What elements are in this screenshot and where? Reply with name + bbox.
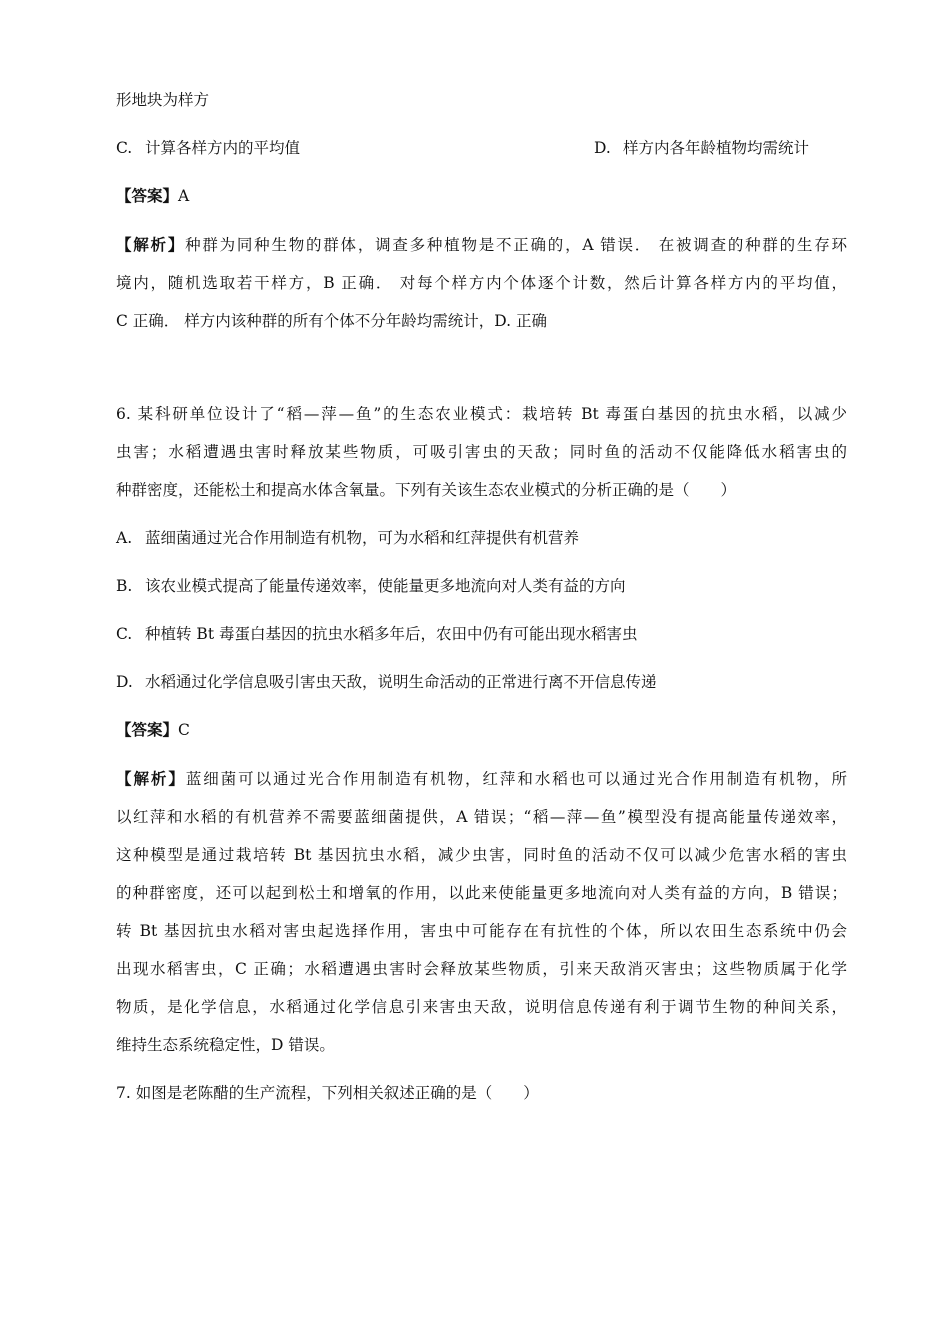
option-label: B. <box>116 577 133 595</box>
q6-analysis-line-7: 物质，是化学信息，水稻通过化学信息引来害虫天敌，说明信息传递有利于调节生物的种间关系， <box>116 998 847 1016</box>
option-text: 该农业模式提高了能量传递效率，使能量更多地流向对人类有益的方向 <box>145 577 626 595</box>
q6-analysis-line-2: 以红萍和水稻的有机营养不需要蓝细菌提供，A 错误；“稻—萍—鱼”模型没有提高能量传递效率， <box>116 808 847 826</box>
option-label: D. <box>116 673 133 691</box>
option-label: A. <box>116 529 133 547</box>
answer-value: C <box>178 721 190 739</box>
q5-option-d <box>594 137 809 159</box>
analysis-label: 【解析】 <box>116 769 186 788</box>
analysis-text: 种群为同种生物的群体，调查多种植物是不正确的，A 错误． 在被调查的种群的生存环 <box>185 236 847 254</box>
answer-value: A <box>178 187 190 205</box>
q6-analysis-line-3: 这种模型是通过栽培转 Bt 基因抗虫水稻，减少虫害，同时鱼的活动不仅可以减少危害水稻的害虫 <box>116 846 847 864</box>
option-text: 蓝细菌通过光合作用制造有机物，可为水稻和红萍提供有机营养 <box>145 529 580 547</box>
q6-stem-line-1: 6. 某科研单位设计了“稻—萍—鱼”的生态农业模式：栽培转 Bt 毒蛋白基因的抗虫水稻，以减少 <box>116 405 847 423</box>
q6-analysis-line-6: 出现水稻害虫，C 正确；水稻遭遇虫害时会释放某些物质，引来天敌消灭害虫；这些物质属于化学 <box>116 960 847 978</box>
q5-option-c <box>116 137 300 159</box>
q6-answer <box>116 719 190 741</box>
q6-analysis-line-5: 转 Bt 基因抗虫水稻对害虫起选择作用，害虫中可能存在有抗性的个体，所以农田生态系统中仍会 <box>116 922 847 940</box>
option-text: 样方内各年龄植物均需统计 <box>623 139 810 157</box>
q5-analysis-line-3: C 正确． 样方内该种群的所有个体不分年龄均需统计，D. 正确 <box>116 312 547 330</box>
option-label: C. <box>116 625 133 643</box>
option-text: 种植转 Bt 毒蛋白基因的抗虫水稻多年后，农田中仍有可能出现水稻害虫 <box>145 625 638 643</box>
option-text: 计算各样方内的平均值 <box>145 139 301 157</box>
option-label: D. <box>594 139 611 157</box>
answer-label: 【答案】 <box>116 720 179 739</box>
q7-stem: 7. 如图是老陈醋的生产流程，下列相关叙述正确的是（ ） <box>116 1084 539 1102</box>
option-label: C. <box>116 139 133 157</box>
q5-stem-tail: 形地块为样方 <box>116 91 210 109</box>
q5-analysis-line-1 <box>116 234 847 256</box>
analysis-text: 蓝细菌可以通过光合作用制造有机物，红萍和水稻也可以通过光合作用制造有机物，所 <box>185 770 847 788</box>
q6-option-a <box>116 527 579 549</box>
option-text: 水稻通过化学信息吸引害虫天敌，说明生命活动的正常进行离不开信息传递 <box>145 673 657 691</box>
analysis-label: 【解析】 <box>116 235 186 254</box>
q6-analysis-line-1 <box>116 768 847 790</box>
answer-label: 【答案】 <box>116 186 179 205</box>
q6-analysis-line-4: 的种群密度，还可以起到松土和增氧的作用，以此来使能量更多地流向对人类有益的方向，B 错误； <box>116 884 847 902</box>
q6-analysis-line-8: 维持生态系统稳定性，D 错误。 <box>116 1036 335 1054</box>
q6-option-d <box>116 671 657 693</box>
q6-option-c <box>116 623 637 645</box>
q6-stem-line-2: 虫害；水稻遭遇虫害时释放某些物质，可吸引害虫的天敌；同时鱼的活动不仅能降低水稻害虫的 <box>116 443 847 461</box>
q5-analysis-line-2: 境内，随机选取若干样方，B 正确． 对每个样方内个体逐个计数，然后计算各样方内的平均值， <box>116 274 847 292</box>
q5-answer <box>116 185 189 207</box>
q6-stem-line-3: 种群密度，还能松土和提高水体含氧量。下列有关该生态农业模式的分析正确的是（ ） <box>116 481 737 499</box>
q6-option-b <box>116 575 626 597</box>
